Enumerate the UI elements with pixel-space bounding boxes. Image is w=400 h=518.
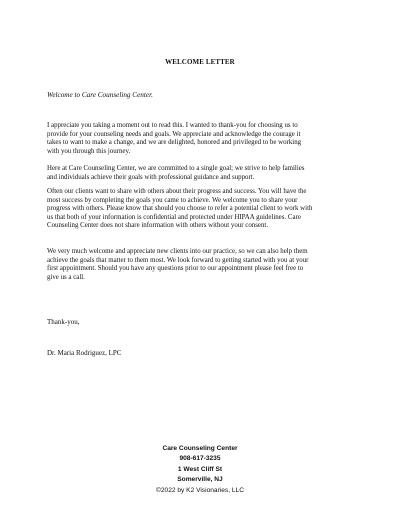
paragraph-intro <box>47 122 365 156</box>
paragraph-line: Here at Care Counseling Center, we are committed to a single goal; we strive to help families <box>47 165 305 172</box>
footer-city: Somerville, NJ <box>177 476 223 484</box>
paragraph-line: Often our clients want to share with others about their progress and success. You will have the <box>47 188 307 195</box>
paragraph-line: Counseling Center does not share information with others without your consent. <box>47 222 269 230</box>
footer-contact <box>0 444 400 496</box>
footer-phone: 908-617-3235 <box>179 455 221 463</box>
paragraph-line: us that both of your information is confidential and protected under HIPAA guidelines. Care <box>47 213 301 221</box>
closing: Thank-you, <box>47 318 80 326</box>
signature: Dr. Maria Rodriguez, LPC <box>47 349 122 357</box>
footer-copyright: ©2022 by K2 Visionaries, LLC <box>156 486 244 494</box>
paragraph-referrals <box>47 188 365 231</box>
paragraph-welcome <box>47 248 365 282</box>
paragraph-line: give us a call. <box>47 273 85 281</box>
paragraph-line: takes to want to make a change, and we are delighted, honored and privileged to be working <box>47 139 302 147</box>
paragraph-line: and individuals achieve their goals with professional guidance and support. <box>47 173 255 181</box>
footer-street: 1 West Cliff St <box>177 465 223 473</box>
paragraph-line: We very much welcome and appreciate new clients into our practice, so we can also help them <box>47 248 308 255</box>
paragraph-line: achieve the goals that matter to them most. We look forward to getting started with you at your <box>47 256 309 264</box>
paragraph-line: with you through this journey. <box>47 147 131 155</box>
paragraph-line: most success by completing the goals you came to achieve. We welcome you to share your <box>47 196 298 204</box>
paragraph-line: provide for your counseling needs and goals. We appreciate and acknowledge the courage it <box>47 130 301 138</box>
paragraph-line: I appreciate you taking a moment out to read this. I wanted to thank-you for choosing us to <box>47 122 298 129</box>
paragraph-line: progress with others. Please know that should you choose to refer a potential client to work with <box>47 205 313 213</box>
page-title: WELCOME LETTER <box>165 58 235 66</box>
paragraph-commitment <box>47 165 365 182</box>
paragraph-line: first appointment. Should you have any questions prior to our appointment please feel free to <box>47 265 304 273</box>
footer-org-name: Care Counseling Center <box>162 445 238 452</box>
greeting: Welcome to Care Counseling Center. <box>47 91 153 99</box>
